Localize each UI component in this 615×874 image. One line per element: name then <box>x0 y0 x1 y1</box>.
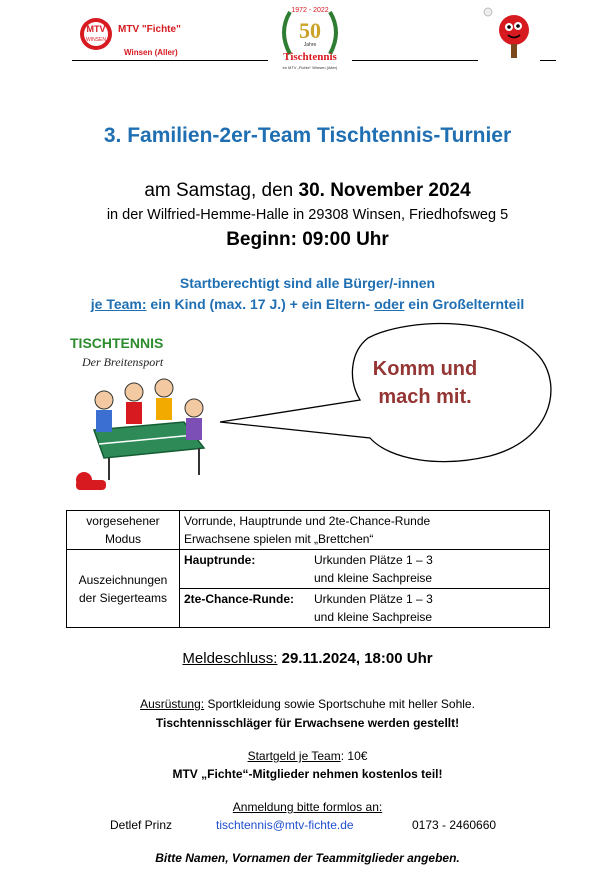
page-title: 3. Familien-2er-Team Tischtennis-Turnier <box>103 124 512 147</box>
svg-text:WINSEN: WINSEN <box>86 37 106 43</box>
table-cell-modus-label: vorgesehener Modus <box>67 511 180 550</box>
contact-email-link[interactable]: tischtennis@mtv-fichte.de <box>216 818 354 832</box>
table-cell-chance: 2te-Chance-Runde: Urkunden Plätze 1 – 3 und kleine Sachpreise <box>180 589 550 628</box>
event-date: am Samstag, den 30. November 2024 <box>144 180 471 201</box>
event-venue: in der Wilfried-Hemme-Halle in 29308 Winsen, Friedhofsweg 5 <box>106 207 509 223</box>
equipment-note: Tischtennisschläger für Erwachsene werden gestellt! <box>155 716 460 730</box>
contact-phone: 0173 - 2460660 <box>412 818 497 832</box>
svg-text:Tischtennis: Tischtennis <box>283 51 337 63</box>
tournament-info-table <box>66 510 550 628</box>
team-composition: je Team: ein Kind (max. 17 J.) + ein Eltern- oder ein Großelternteil <box>90 296 525 312</box>
svg-text:Der Breitensport: Der Breitensport <box>82 355 164 369</box>
svg-text:Winsen (Aller): Winsen (Aller) <box>124 48 178 57</box>
svg-text:MTV "Fichte": MTV "Fichte" <box>118 24 181 35</box>
footer-note: Bitte Namen, Vornamen der Teammitglieder angeben. <box>155 851 460 865</box>
table-cell-hauptrunde: Hauptrunde: Urkunden Plätze 1 – 3 und kleine Sachpreise <box>180 550 550 589</box>
contact-name: Detlef Prinz <box>110 818 173 832</box>
svg-text:im MTV „Fichte“ Winsen (Aller): im MTV „Fichte“ Winsen (Aller) <box>282 65 338 70</box>
header-rule-mid <box>352 60 478 61</box>
table-row <box>67 511 550 550</box>
bubble-text: Komm und mach mit. <box>372 358 478 408</box>
svg-text:TISCHTENNIS: TISCHTENNIS <box>70 335 164 351</box>
mtv-logo <box>78 10 188 60</box>
start-time: Beginn: 09:00 Uhr <box>226 229 389 250</box>
eligibility-line: Startberechtigt sind alle Bürger/-innen <box>179 275 436 291</box>
registration-deadline: Meldeschluss: 29.11.2024, 18:00 Uhr <box>182 650 433 667</box>
pingpong-mascot-icon <box>478 4 538 64</box>
svg-text:Jahre: Jahre <box>303 42 317 48</box>
svg-text:1972 - 2022: 1972 - 2022 <box>291 7 329 14</box>
header-rule-left <box>72 60 268 61</box>
entry-fee: Startgeld je Team: 10€ <box>247 749 368 763</box>
anniversary-logo <box>268 4 352 72</box>
tabletennis-cartoon <box>64 330 214 500</box>
registration-heading: Anmeldung bitte formlos an: <box>232 800 383 814</box>
table-row <box>67 550 550 589</box>
equipment-line: Ausrüstung: Sportkleidung sowie Sportschuhe mit heller Sohle. <box>140 697 475 711</box>
svg-text:MTV: MTV <box>86 24 106 34</box>
member-note: MTV „Fichte“-Mitglieder nehmen kostenlos teil! <box>172 767 443 781</box>
header-rule-right <box>540 60 556 61</box>
table-cell-modus-value: Vorrunde, Hauptrunde und 2te-Chance-Runde Erwachsene spielen mit „Brettchen“ <box>180 511 550 550</box>
table-cell-awards-label: Auszeichnungen der Siegerteams <box>67 550 180 628</box>
svg-text:50: 50 <box>299 18 321 43</box>
